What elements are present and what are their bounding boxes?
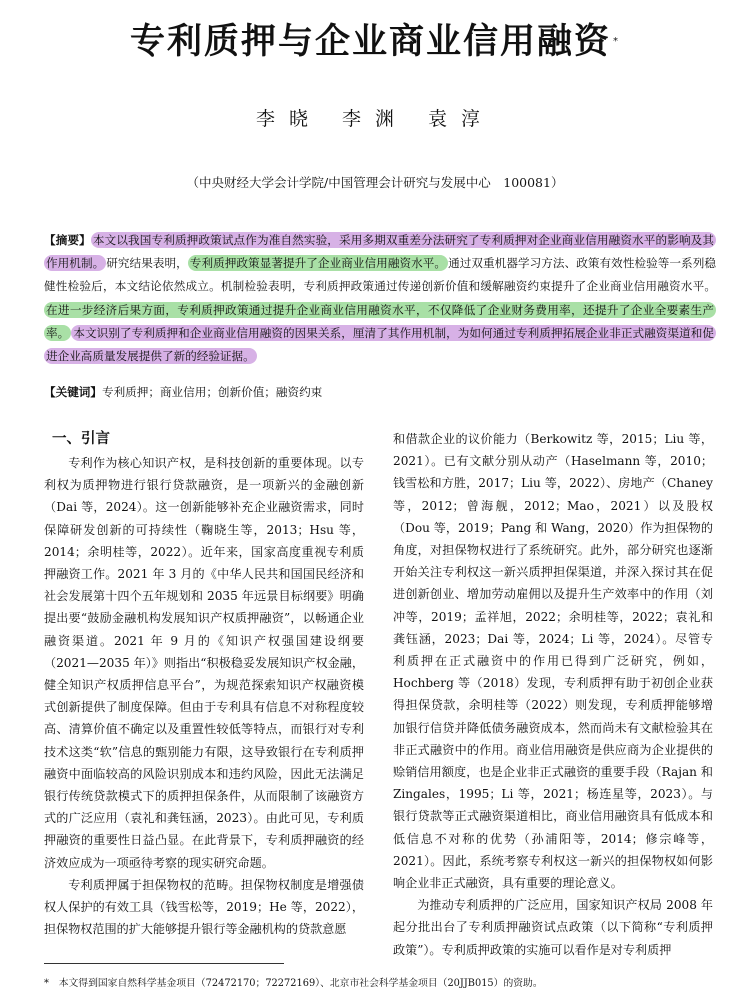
- right-column: [393, 428, 713, 961]
- abstract-highlight-purple-2: 本文识别了专利质押和企业商业信用融资的因果关系，厘清了其作用机制，为如何通过专利质押拓展企业非正式融资渠道和促进企业高质量发展提供了新的经验证据。: [46, 325, 714, 364]
- page-title: [0, 14, 750, 70]
- body-paragraph: 专利作为核心知识产权，是科技创新的重要体现。以专利权为质押物进行银行贷款融资，是一项新兴的金融创新（Dai 等，2024）。这一创新能够补充企业融资需求，同时保障研发创新的可持续性（鞠晓生等，2013；Hsu 等，2014；余明桂等，2022）。近年来，国家高度重视专利质押融资工作。2021 年 3 月的《中华人民共和国国民经济和社会发展第十四个五年规划和 2035 年远景目标纲要》明确提出要“鼓励金融机构发展知识产权质押融资”，以畅通企业融资渠道。2021 年 9 月的《知识产权强国建设纲要（2021—2035 年）》则指出“积极稳妥发展知识产权金融，健全知识产权质押信息平台”，为规范探索知识产权融资模式创新提供了制度保障。但由于专利具有信息不对称程度较高、清算价值不确定以及重置性较低等特点，而银行对专利技术这类“软”信息的甄别能力有限，这导致银行在专利质押融资中面临较高的风险识别成本和违约风险，因此无法满足银行传统贷款模式下的质押担保条件，从而限制了该融资方式的广泛应用（袁礼和龚钰涵，2023）。由此可见，专利质押融资的重要性日益凸显。在此背景下，专利质押融资的经济效应成为一项亟待考察的现实研究命题。: [44, 456, 364, 870]
- section-heading: 一、引言: [52, 431, 110, 447]
- body-paragraph: 和借款企业的议价能力（Berkowitz 等，2015；Liu 等，2021）。已有文献分别从动产（Haselmann 等，2010；钱雪松和方胜，2017；Liu 等，2022）、房地产（Chaney 等，2012；曾海舰，2012；Mao，2021）以及股权（Dou 等，2019；Pang 和 Wang，2020）作为担保物的角度，对担保物权进行了系统研究。此外，部分研究也逐渐开始关注专利权这一新兴质押担保渠道，并深入探讨其在促进创新创业、增加劳动雇佣以及提升生产效率中的作用（刘冲等，2019；孟祥旭，2022；余明桂等，2022；袁礼和龚钰涵，2023；Dai 等，2024；Li 等，2024）。尽管专利质押在正式融资中的作用已得到广泛研究，例如，Hochberg 等（2018）发现，专利质押有助于初创企业获得担保贷款，余明桂等（2022）则发现，专利质押能够增加银行信贷并降低债务融资成本，然而尚未有文献检验其在非正式融资中的作用。商业信用融资是供应商为企业提供的赊销信用额度，也是企业非正式融资的重要手段（Rajan 和 Zingales，1995；Li 等，2021；杨连星等，2023）。与银行贷款等正式融资渠道相比，商业信用融资具有低成本和低信息不对称的优势（孙浦阳等，2014；修宗峰等，2021）。因此，系统考察专利权这一新兴的担保物权如何影响企业非正式融资，具有重要的理论意义。: [393, 432, 713, 891]
- title-footnote-mark: *: [613, 36, 620, 47]
- abstract: [44, 229, 716, 368]
- abstract-highlight-purple-1: 本文以我国专利质押政策试点作为准自然实验，采用多期双重差分法研究了专利质押对企业商业信用融资水平的影响及其作用机制。: [46, 233, 714, 271]
- title-text: 专利质押与企业商业信用融资: [129, 22, 611, 62]
- abstract-label: 【摘要】: [44, 233, 91, 247]
- abstract-highlight-green-2: 在进一步经济后果方面，专利质押政策通过提升企业商业信用融资水平，不仅降低了企业财务费用率，还提升了企业全要素生产率。: [46, 302, 714, 340]
- footnote-mark: *: [44, 978, 49, 989]
- abstract-highlight-green-1: 专利质押政策显著提升了企业商业信用融资水平。: [189, 256, 447, 271]
- footnote-text: 本文得到国家自然科学基金项目（72472170；72272169）、北京市社会科学基金项目（20JJB015）的资助。: [58, 978, 543, 989]
- footnote-divider: [44, 963, 284, 964]
- keywords-label: 【关键词】: [44, 385, 102, 399]
- keywords: [44, 381, 716, 403]
- abstract-text-1: 研究结果表明，: [106, 256, 188, 271]
- body-paragraph: 专利质押属于担保物权的范畴。担保物权制度是增强债权人保护的有效工具（钱雪松等，2019；He 等，2022），担保物权范围的扩大能够提升银行等金融机构的贷款意愿: [44, 877, 364, 937]
- footnote: [44, 976, 734, 992]
- authors: 李晓 李渊 袁淳: [255, 108, 495, 130]
- body-paragraph: 为推动专利质押的广泛应用，国家知识产权局 2008 年起分批出台了专利质押融资试点政策（以下简称“专利质押政策”）。专利质押政策的实施可以看作是对专利质押: [393, 898, 713, 957]
- keywords-text: 专利质押；商业信用；创新价值；融资约束: [101, 385, 323, 399]
- abstract-text-2: 通过双重机器学习方法、政策有效性检验等一系列稳健性检验后，本文结论依然成立。机制检验表明，专利质押政策通过传递创新价值和缓解融资约束提升了企业商业信用融资水平。: [44, 256, 716, 294]
- left-column: [44, 428, 364, 940]
- affiliation: （中央财经大学会计学院/中国管理会计研究与发展中心 100081）: [186, 175, 564, 190]
